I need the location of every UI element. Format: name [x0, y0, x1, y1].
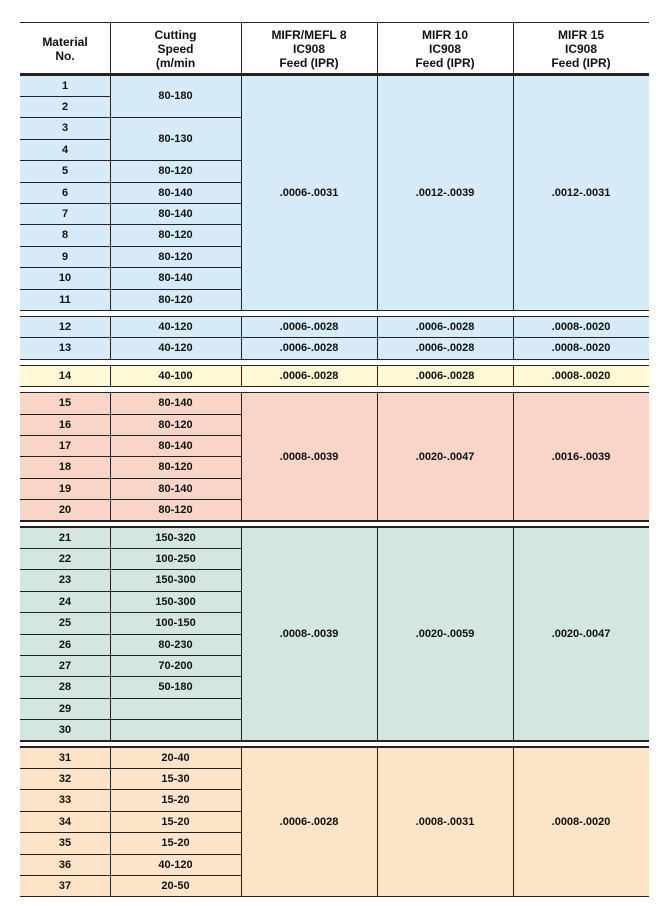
feed-value: .0008-.0031 — [415, 815, 475, 828]
feed-value: .0008-.0020 — [551, 321, 611, 334]
column-rule — [377, 75, 378, 310]
column-rule — [513, 393, 514, 521]
header-label: IC908 — [428, 42, 462, 56]
feed-value: .0008-.0039 — [279, 450, 339, 463]
column-rule — [241, 527, 242, 741]
material-number: 24 — [58, 595, 72, 608]
band-top-rule — [20, 74, 649, 75]
feed-value: .0008-.0020 — [551, 369, 611, 382]
feed-value: .0012-.0031 — [551, 186, 611, 199]
header-label: No. — [55, 49, 75, 63]
column-rule — [513, 747, 514, 897]
column-rule — [377, 527, 378, 741]
header-label: Material — [42, 35, 88, 49]
column-rule — [377, 316, 378, 359]
cutting-speed: 20-50 — [161, 880, 190, 893]
cutting-speed: 100-150 — [155, 617, 196, 630]
feed-value: .0008-.0020 — [551, 342, 611, 355]
cutting-speed: 80-140 — [158, 440, 193, 453]
cutting-speed: 80-120 — [158, 293, 193, 306]
band-top-rule — [20, 392, 649, 393]
cutting-speed: 15-20 — [161, 837, 190, 850]
feed-value: .0006-.0028 — [279, 815, 339, 828]
material-number: 14 — [58, 369, 72, 382]
feed-value: .0006-.0028 — [279, 321, 339, 334]
material-number: 35 — [58, 837, 72, 850]
cutting-speed: 80-120 — [158, 165, 193, 178]
material-number: 36 — [58, 858, 72, 871]
feed-value: .0006-.0028 — [415, 369, 475, 382]
material-number: 20 — [58, 504, 72, 517]
cutting-speed: 20-40 — [161, 751, 190, 764]
header-label: Feed (IPR) — [279, 56, 339, 70]
material-number: 29 — [58, 702, 72, 715]
header-cell — [20, 24, 110, 74]
material-number: 16 — [58, 418, 72, 431]
header-label: MIFR 15 — [557, 28, 604, 42]
band-top-rule — [20, 365, 649, 366]
header-cell — [110, 24, 241, 74]
column-rule — [513, 75, 514, 310]
material-number: 1 — [61, 79, 69, 92]
cutting-speed: 80-180 — [158, 90, 193, 103]
cutting-speed: 80-140 — [158, 397, 193, 410]
column-rule — [241, 316, 242, 359]
column-rule — [241, 22, 242, 74]
column-rule — [377, 393, 378, 521]
band-bottom-rule — [20, 740, 649, 741]
cutting-speed: 80-230 — [158, 638, 193, 651]
header-label: IC908 — [292, 42, 326, 56]
header-label: Feed (IPR) — [551, 56, 611, 70]
column-rule — [110, 747, 111, 897]
material-number: 5 — [61, 165, 69, 178]
material-number: 7 — [61, 208, 69, 221]
column-rule — [513, 527, 514, 741]
header-label: IC908 — [564, 42, 598, 56]
cutting-speed: 80-120 — [158, 229, 193, 242]
material-number: 26 — [58, 638, 72, 651]
column-rule — [241, 75, 242, 310]
band-top-rule — [20, 316, 649, 317]
material-number: 9 — [61, 250, 69, 263]
material-number: 3 — [61, 122, 69, 135]
column-rule — [110, 22, 111, 74]
material-number: 31 — [58, 751, 72, 764]
column-rule — [377, 22, 378, 74]
column-rule — [377, 365, 378, 386]
feed-value: .0008-.0020 — [551, 815, 611, 828]
cutting-speed: 100-250 — [155, 553, 196, 566]
cutting-speed: 80-120 — [158, 250, 193, 263]
column-rule — [110, 75, 111, 310]
band-top-rule — [20, 746, 649, 747]
cutting-speed: 40-120 — [158, 342, 193, 355]
cutting-speed: 40-120 — [158, 858, 193, 871]
feed-value: .0020-.0047 — [551, 628, 611, 640]
feed-value: .0020-.0047 — [415, 450, 475, 463]
header-label: Feed (IPR) — [415, 56, 475, 70]
band-bottom-rule — [20, 310, 649, 311]
material-number: 18 — [58, 461, 72, 474]
column-rule — [241, 393, 242, 521]
header-cell — [377, 24, 513, 74]
material-number: 30 — [58, 724, 72, 737]
feed-value: .0012-.0039 — [415, 186, 475, 199]
column-rule — [110, 527, 111, 741]
material-number: 27 — [58, 660, 72, 673]
feed-value: .0006-.0028 — [415, 342, 475, 355]
header-label: Cutting — [154, 28, 197, 42]
material-number: 10 — [58, 272, 72, 285]
cutting-speed: 50-180 — [158, 681, 193, 694]
cutting-speed: 15-20 — [161, 815, 190, 828]
feed-value: .0020-.0059 — [415, 628, 475, 640]
header-label: Speed — [157, 42, 194, 56]
cutting-speed: 80-120 — [158, 504, 193, 517]
material-number: 6 — [61, 186, 69, 199]
band-bottom-rule — [20, 386, 649, 387]
material-number: 32 — [58, 773, 72, 786]
header-label: MIFR/MEFL 8 — [271, 28, 347, 42]
column-rule — [110, 393, 111, 521]
column-rule — [513, 316, 514, 359]
cutting-data-table — [20, 22, 649, 893]
cutting-speed: 150-300 — [155, 574, 196, 587]
column-rule — [377, 747, 378, 897]
band-bottom-rule — [20, 359, 649, 360]
feed-value: .0016-.0039 — [551, 450, 611, 463]
cutting-speed: 150-300 — [155, 595, 196, 608]
feed-value: .0008-.0039 — [279, 628, 339, 640]
column-rule — [513, 365, 514, 386]
header-cell — [241, 24, 377, 74]
material-number: 2 — [61, 101, 69, 114]
cutting-speed — [110, 720, 241, 741]
header-cell — [513, 24, 649, 74]
header-label: MIFR 10 — [421, 28, 468, 42]
header-label: (m/min — [155, 56, 196, 70]
cutting-speed: 70-200 — [158, 660, 193, 673]
column-rule — [110, 365, 111, 386]
material-number: 19 — [58, 482, 72, 495]
material-number: 12 — [58, 321, 72, 334]
column-rule — [241, 747, 242, 897]
feed-value: .0006-.0028 — [279, 369, 339, 382]
band-bottom-rule — [20, 520, 649, 521]
cutting-speed: 80-140 — [158, 272, 193, 285]
material-number: 8 — [61, 229, 69, 242]
feed-value: .0006-.0028 — [279, 342, 339, 355]
band-bottom-rule — [20, 896, 649, 897]
cutting-speed — [110, 698, 241, 719]
material-number: 23 — [58, 574, 72, 587]
material-number: 4 — [61, 143, 69, 156]
material-number: 22 — [58, 553, 72, 566]
cutting-speed: 15-20 — [161, 794, 190, 807]
cutting-speed: 80-140 — [158, 186, 193, 199]
material-number: 15 — [58, 397, 72, 410]
column-rule — [110, 316, 111, 359]
cutting-speed: 80-130 — [158, 133, 193, 146]
material-number: 25 — [58, 617, 72, 630]
cutting-speed: 40-100 — [158, 369, 193, 382]
material-number: 33 — [58, 794, 72, 807]
cutting-speed: 80-140 — [158, 482, 193, 495]
material-number: 13 — [58, 342, 72, 355]
cutting-speed: 15-30 — [161, 773, 190, 786]
column-rule — [241, 365, 242, 386]
column-rule — [513, 22, 514, 74]
material-number: 17 — [58, 440, 72, 453]
cutting-speed: 80-120 — [158, 461, 193, 474]
material-number: 11 — [59, 293, 71, 306]
feed-value: .0006-.0031 — [279, 186, 339, 199]
cutting-speed: 80-140 — [158, 208, 193, 221]
material-number: 34 — [58, 815, 72, 828]
band-top-rule — [20, 526, 649, 527]
cutting-speed: 150-320 — [155, 531, 196, 544]
material-number: 28 — [58, 681, 72, 694]
cutting-speed: 80-120 — [158, 418, 193, 431]
material-number: 21 — [58, 531, 72, 544]
feed-value: .0006-.0028 — [415, 321, 475, 334]
cutting-speed: 40-120 — [158, 321, 193, 334]
material-number: 37 — [58, 880, 72, 893]
